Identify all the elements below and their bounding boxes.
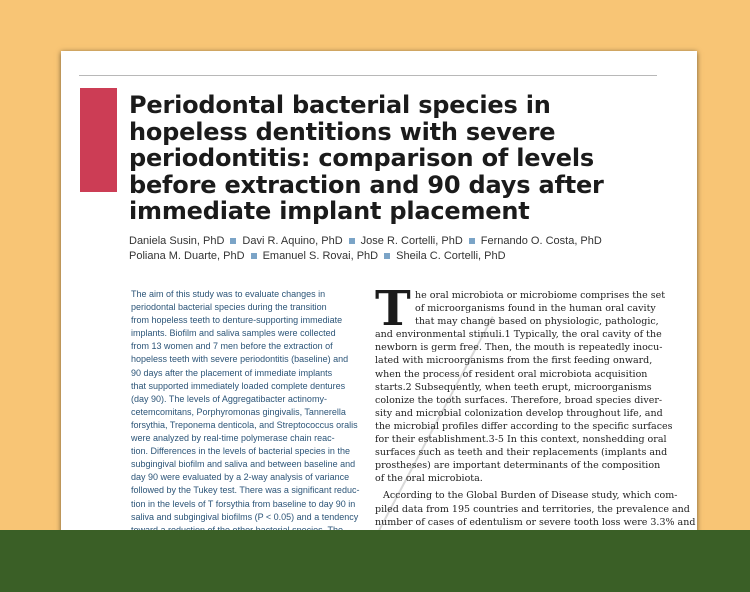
text-line: forsythia, Treponema denticola, and Streptococcus oralis [131, 419, 358, 430]
text-line: starts.2 Subsequently, when teeth erupt, microorganisms [375, 381, 652, 393]
text-line: According to the Global Burden of Disease study, which com- [383, 490, 678, 502]
text-line: day 90 were evaluated by a 2-way analysis of variance [131, 472, 350, 483]
text-line: lated with microorganisms from the first feeding onward, [375, 355, 653, 367]
text-line: tion. Differences in the levels of bacterial species in the [131, 446, 350, 457]
body-paragraph-1 [375, 281, 673, 485]
text-line: and environmental stimuli.1 Typically, the oral cavity of the [375, 329, 662, 341]
text-line: from 13 women and 7 men before the extraction of [131, 341, 333, 352]
text-line: saliva and subgingival biofilms (P < 0.05) and a tendency [131, 511, 359, 522]
text-line: sity and microbial colonization develop throughout life, and [375, 407, 663, 419]
author-separator [349, 238, 355, 244]
text-line: of microorganisms found in the human oral cavity [415, 303, 656, 315]
author-line [129, 234, 679, 249]
body-column [375, 281, 696, 542]
author-separator [230, 238, 236, 244]
text-line: piled data from 195 countries and territories, the prevalence and [375, 503, 690, 515]
text-line: from hopeless teeth to denture-supporting immediate [131, 315, 343, 326]
author-line [129, 249, 679, 264]
text-line: (day 90). The levels of Aggregatibacter actinomy- [131, 393, 327, 404]
text-line: number of cases of edentulism or severe tooth loss were 3.3% and [375, 516, 696, 528]
text-line: colonize the tooth surfaces. Therefore, broad species diver- [375, 394, 663, 406]
text-line: newborn is germ free. Then, the mouth is repeatedly inocu- [375, 342, 663, 354]
text-line: prostheses) are important determinants of the composition [375, 460, 661, 472]
text-line: subgingival biofilm and saliva and between baseline and [131, 459, 356, 470]
text-line: 90 days after the placement of immediate implants [131, 367, 333, 378]
text-line: cetemcomitans, Porphyromonas gingivalis, Tannerella [131, 406, 346, 417]
title-line: periodontitis: comparison of levels [129, 144, 594, 172]
text-line: surfaces such as teeth and their replacements (implants and [375, 447, 668, 459]
text-line: were analyzed by real-time polymerase chain reac- [131, 433, 335, 444]
text-line: implants. Biofilm and saliva samples were collected [131, 328, 336, 339]
text-line: for their establishment.3-5 In this context, nonshedding oral [375, 434, 667, 446]
text-line: The aim of this study was to evaluate changes in [131, 289, 326, 299]
author-name: Emanuel S. Rovai, PhD [262, 250, 379, 262]
title-line: immediate implant placement [129, 197, 530, 225]
drop-cap: T [375, 281, 411, 337]
bottom-band [0, 530, 750, 592]
author-name: Fernando O. Costa, PhD [480, 235, 602, 247]
author-list [129, 234, 679, 264]
author-name: Jose R. Cortelli, PhD [360, 235, 463, 247]
text-line: tion in the levels of T forsythia from baseline to day 90 in [131, 498, 356, 509]
article-title [129, 92, 669, 225]
text-line: he oral microbiota or microbiome comprises the set [415, 290, 666, 301]
text-line: that supported immediately loaded complete dentures [131, 380, 346, 391]
text-line: hopeless teeth with severe periodontitis (baseline) and [131, 354, 349, 365]
title-line: hopeless dentitions with severe [129, 117, 556, 146]
text-line: when the process of resident oral microbiota acquisition [375, 368, 648, 380]
text-line: the microbial profiles differ according to the specific surfaces [375, 420, 673, 432]
abstract-text [131, 288, 367, 537]
author-name: Poliana M. Duarte, PhD [129, 250, 245, 262]
author-separator [469, 238, 475, 244]
header-rule [79, 75, 657, 76]
text-line: periodontal bacterial species during the transition [131, 302, 327, 313]
author-name: Davi R. Aquino, PhD [242, 235, 343, 247]
text-line: that may change based on physiologic, pathologic, [415, 316, 659, 328]
title-accent-bar [80, 88, 117, 192]
author-name: Sheila C. Cortelli, PhD [396, 250, 506, 262]
text-line: followed by the Tukey test. There was a significant reduc- [131, 485, 360, 496]
title-line: before extraction and 90 days after [129, 170, 604, 199]
text-line: of the oral microbiota. [375, 473, 483, 485]
document-page [61, 51, 697, 592]
title-line: Periodontal bacterial species in [129, 91, 551, 119]
author-separator [384, 253, 390, 259]
author-name: Daniela Susin, PhD [129, 235, 225, 247]
author-separator [251, 253, 257, 259]
